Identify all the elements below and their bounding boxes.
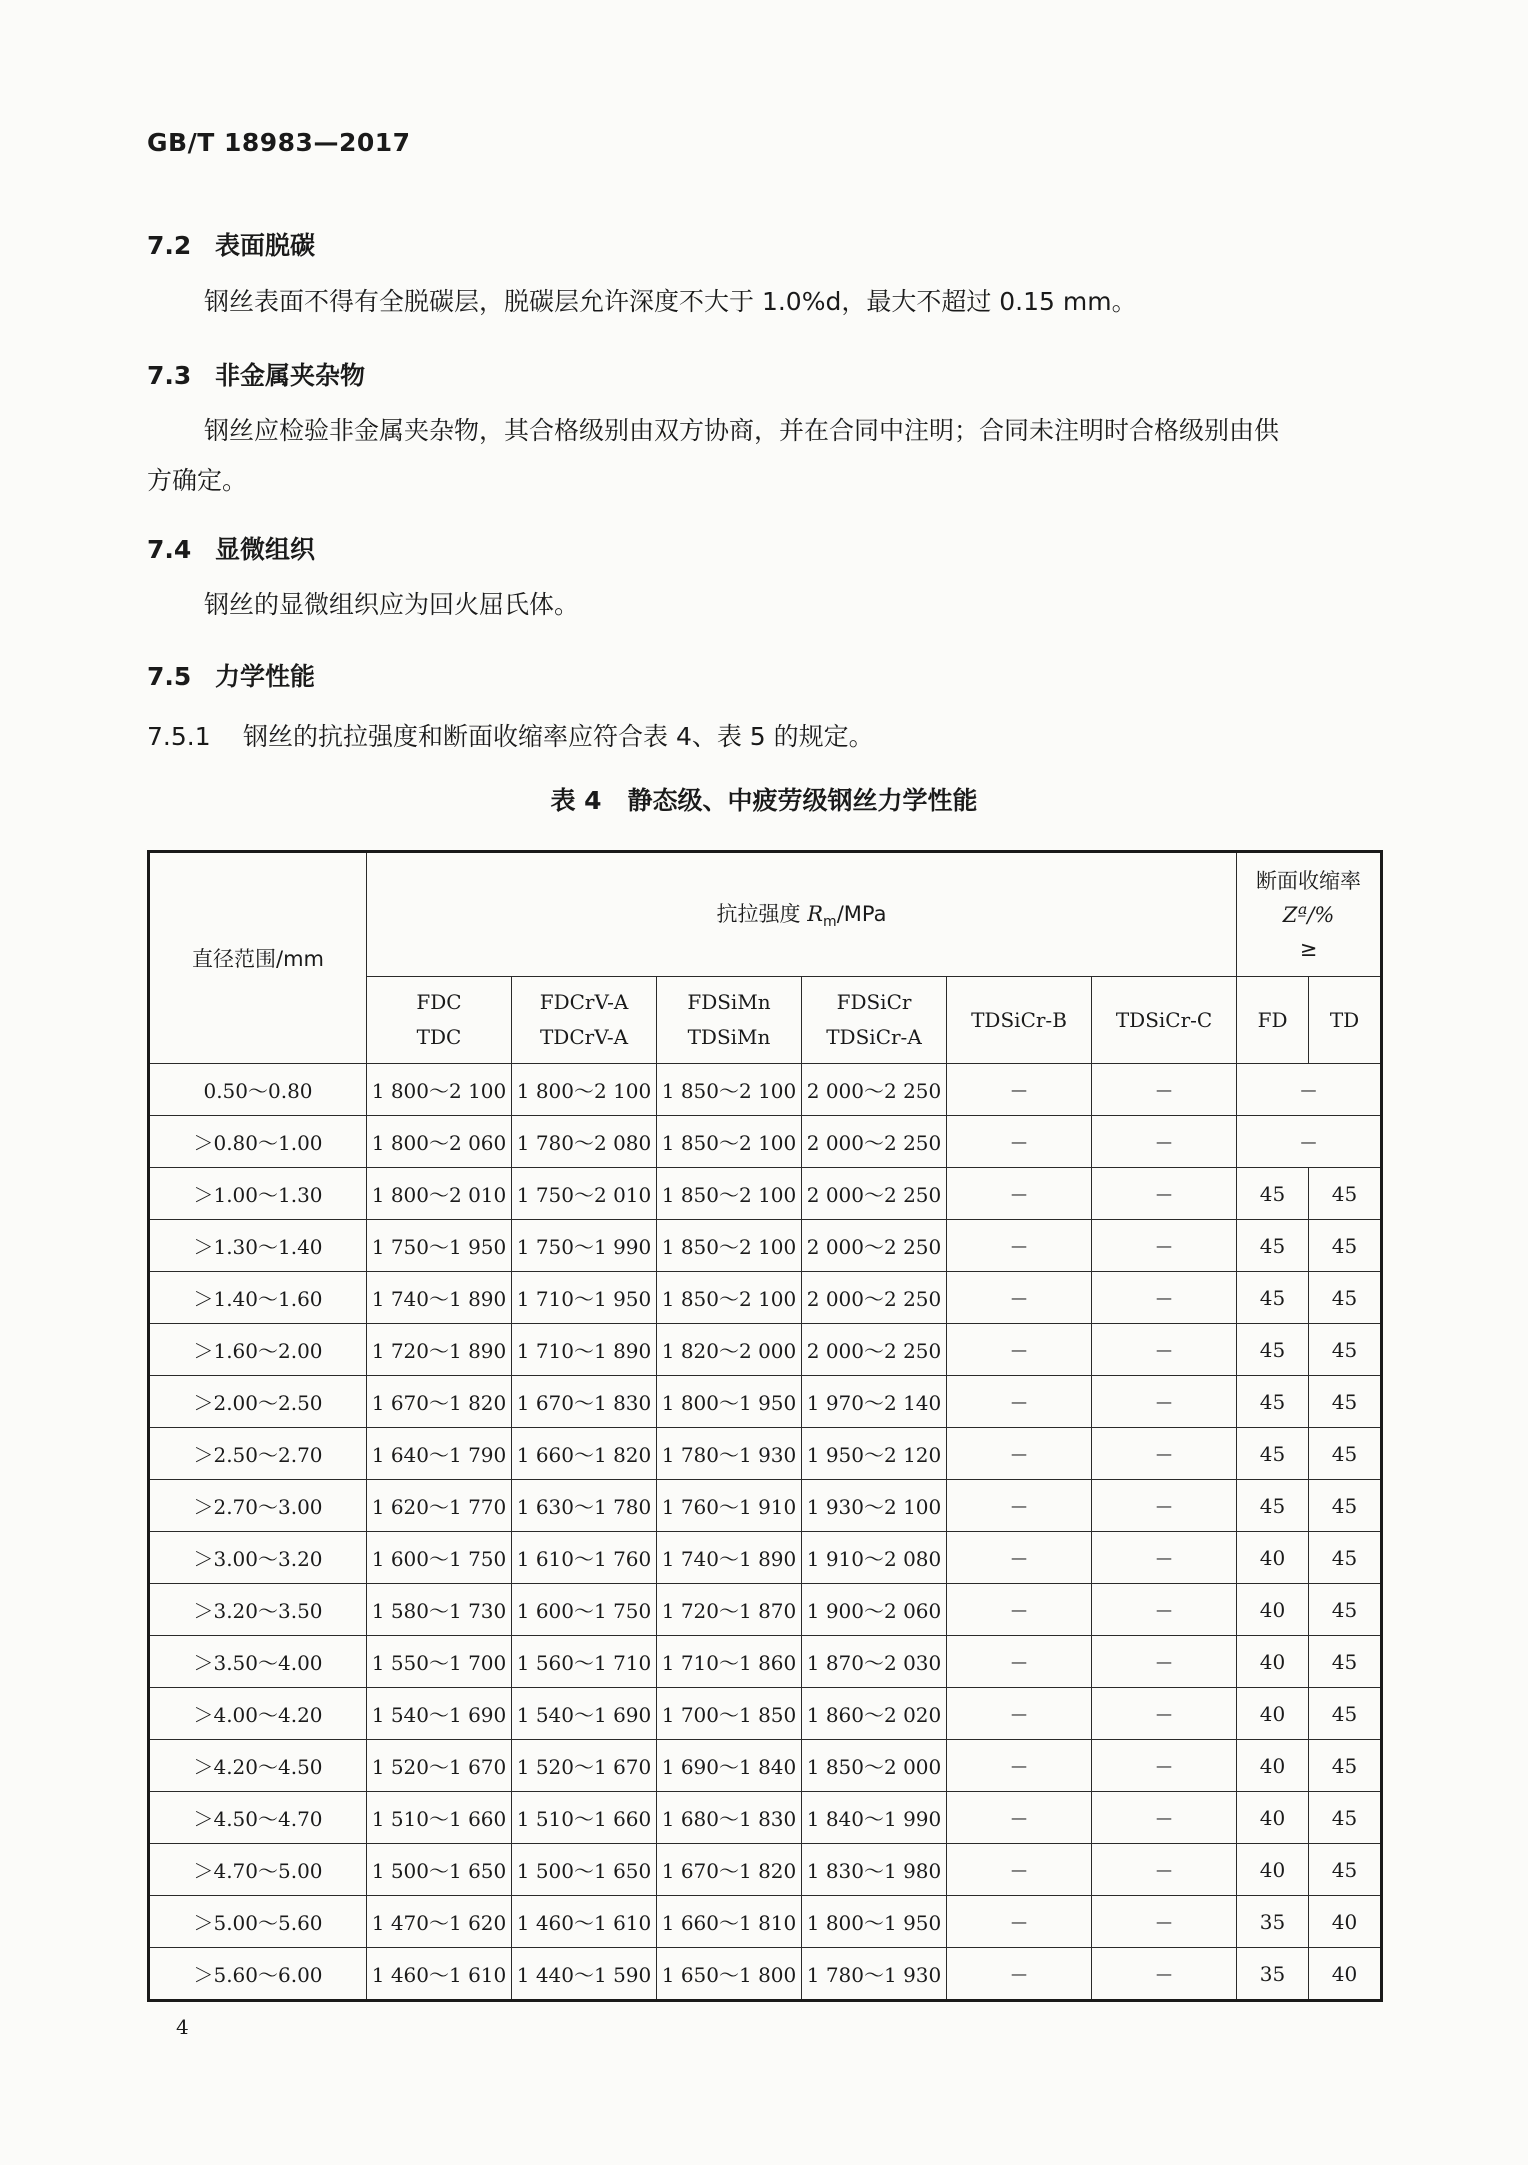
strength-cell: 1 800～2 100 bbox=[512, 1064, 657, 1116]
table-row bbox=[149, 1740, 1382, 1792]
reduction-line1: 断面收缩率 bbox=[1256, 868, 1362, 893]
strength-cell: 1 750～2 010 bbox=[512, 1168, 657, 1220]
reduction-td-cell: 45 bbox=[1309, 1740, 1382, 1792]
strength-cell: — bbox=[947, 1688, 1092, 1740]
strength-cell: 1 910～2 080 bbox=[802, 1532, 947, 1584]
table-row bbox=[149, 1324, 1382, 1376]
strength-cell: — bbox=[947, 1844, 1092, 1896]
table-row bbox=[149, 1272, 1382, 1324]
strength-cell: — bbox=[947, 1220, 1092, 1272]
grade-header bbox=[657, 977, 802, 1064]
strength-cell: — bbox=[1092, 1220, 1237, 1272]
diameter-cell: ＞4.20～4.50 bbox=[149, 1740, 367, 1792]
strength-cell: 1 780～2 080 bbox=[512, 1116, 657, 1168]
reduction-td-cell: 45 bbox=[1309, 1792, 1382, 1844]
grade-line2: TDC bbox=[416, 1025, 462, 1049]
reduction-td-cell: 40 bbox=[1309, 1896, 1382, 1948]
table-row bbox=[149, 1428, 1382, 1480]
reduction-td-cell: 45 bbox=[1309, 1532, 1382, 1584]
reduction-td-cell: 45 bbox=[1309, 1428, 1382, 1480]
table-row bbox=[149, 1220, 1382, 1272]
strength-cell: — bbox=[1092, 1168, 1237, 1220]
section-title: 表面脱碳 bbox=[215, 231, 316, 260]
reduction-td-cell: 45 bbox=[1309, 1168, 1382, 1220]
header-tensile-strength bbox=[367, 852, 1237, 977]
table-row bbox=[149, 1584, 1382, 1636]
strength-cell: 2 000～2 250 bbox=[802, 1272, 947, 1324]
strength-cell: 1 500～1 650 bbox=[367, 1844, 512, 1896]
table-row bbox=[149, 1116, 1382, 1168]
strength-cell: 1 580～1 730 bbox=[367, 1584, 512, 1636]
strength-cell: 1 780～1 930 bbox=[802, 1948, 947, 2001]
section-7-2-body: 钢丝表面不得有全脱碳层，脱碳层允许深度不大于 1.0%d，最大不超过 0.15 mm。 bbox=[204, 287, 1137, 316]
standard-number: GB/T 18983—2017 bbox=[147, 128, 411, 157]
strength-cell: 1 600～1 750 bbox=[512, 1584, 657, 1636]
table-row bbox=[149, 1896, 1382, 1948]
reduction-td-cell: 45 bbox=[1309, 1376, 1382, 1428]
reduction-td-cell: 45 bbox=[1309, 1844, 1382, 1896]
clause-number: 7.5.1 bbox=[147, 722, 211, 751]
strength-cell: 1 540～1 690 bbox=[512, 1688, 657, 1740]
table-row bbox=[149, 1168, 1382, 1220]
strength-cell: 1 720～1 890 bbox=[367, 1324, 512, 1376]
strength-cell: 1 850～2 000 bbox=[802, 1740, 947, 1792]
strength-cell: 2 000～2 250 bbox=[802, 1064, 947, 1116]
strength-cell: 1 820～2 000 bbox=[657, 1324, 802, 1376]
header-td: TD bbox=[1309, 977, 1382, 1064]
reduction-fd-cell: 40 bbox=[1237, 1532, 1309, 1584]
strength-cell: 1 660～1 810 bbox=[657, 1896, 802, 1948]
strength-cell: — bbox=[1092, 1584, 1237, 1636]
strength-cell: 1 760～1 910 bbox=[657, 1480, 802, 1532]
strength-cell: — bbox=[947, 1480, 1092, 1532]
strength-cell: — bbox=[1092, 1688, 1237, 1740]
diameter-cell: ＞5.60～6.00 bbox=[149, 1948, 367, 2001]
section-7-4-heading bbox=[147, 530, 315, 566]
strength-cell: 1 830～1 980 bbox=[802, 1844, 947, 1896]
diameter-cell: ＞4.00～4.20 bbox=[149, 1688, 367, 1740]
grade-line2: TDCrV-A bbox=[539, 1025, 629, 1049]
strength-cell: 1 710～1 950 bbox=[512, 1272, 657, 1324]
strength-cell: 1 950～2 120 bbox=[802, 1428, 947, 1480]
reduction-merged-cell: — bbox=[1237, 1116, 1382, 1168]
strength-cell: 1 520～1 670 bbox=[512, 1740, 657, 1792]
table-row bbox=[149, 1480, 1382, 1532]
clause-body: 钢丝的抗拉强度和断面收缩率应符合表 4、表 5 的规定。 bbox=[243, 722, 874, 751]
grade-header bbox=[512, 977, 657, 1064]
section-title: 显微组织 bbox=[215, 535, 316, 564]
strength-cell: 1 850～2 100 bbox=[657, 1272, 802, 1324]
strength-cell: 1 560～1 710 bbox=[512, 1636, 657, 1688]
strength-cell: 1 500～1 650 bbox=[512, 1844, 657, 1896]
strength-cell: 1 710～1 890 bbox=[512, 1324, 657, 1376]
grade-line2: TDSiCr-A bbox=[826, 1025, 922, 1049]
diameter-cell: ＞3.50～4.00 bbox=[149, 1636, 367, 1688]
grade-header bbox=[367, 977, 512, 1064]
diameter-cell: ＞1.40～1.60 bbox=[149, 1272, 367, 1324]
reduction-td-cell: 45 bbox=[1309, 1272, 1382, 1324]
grade-line2: TDSiMn bbox=[687, 1025, 771, 1049]
strength-cell: 1 750～1 990 bbox=[512, 1220, 657, 1272]
reduction-fd-cell: 35 bbox=[1237, 1948, 1309, 2001]
strength-cell: 2 000～2 250 bbox=[802, 1324, 947, 1376]
section-number: 7.4 bbox=[147, 535, 192, 564]
strength-cell: — bbox=[947, 1896, 1092, 1948]
diameter-cell: ＞2.50～2.70 bbox=[149, 1428, 367, 1480]
strength-cell: 1 710～1 860 bbox=[657, 1636, 802, 1688]
strength-cell: 1 670～1 820 bbox=[367, 1376, 512, 1428]
strength-cell: — bbox=[1092, 1116, 1237, 1168]
grade-header: TDSiCr-B bbox=[947, 977, 1092, 1064]
strength-cell: — bbox=[947, 1792, 1092, 1844]
strength-cell: 1 720～1 870 bbox=[657, 1584, 802, 1636]
reduction-line3: ≥ bbox=[1299, 936, 1318, 961]
section-7-4-body: 钢丝的显微组织应为回火屈氏体。 bbox=[204, 590, 580, 619]
header-fd: FD bbox=[1237, 977, 1309, 1064]
strength-cell: — bbox=[1092, 1740, 1237, 1792]
strength-cell: 2 000～2 250 bbox=[802, 1116, 947, 1168]
strength-cell: — bbox=[1092, 1844, 1237, 1896]
strength-cell: — bbox=[947, 1584, 1092, 1636]
section-7-3-body-line1: 钢丝应检验非金属夹杂物，其合格级别由双方协商，并在合同中注明；合同未注明时合格级别由供 bbox=[204, 416, 1280, 445]
diameter-cell: ＞5.00～5.60 bbox=[149, 1896, 367, 1948]
strength-cell: — bbox=[1092, 1948, 1237, 2001]
table-row bbox=[149, 1792, 1382, 1844]
grade-line1: FDSiCr bbox=[836, 990, 912, 1014]
strength-cell: — bbox=[947, 1428, 1092, 1480]
table-row bbox=[149, 1064, 1382, 1116]
strength-cell: 1 870～2 030 bbox=[802, 1636, 947, 1688]
section-title: 力学性能 bbox=[215, 662, 316, 691]
diameter-cell: ＞1.00～1.30 bbox=[149, 1168, 367, 1220]
strength-cell: — bbox=[1092, 1376, 1237, 1428]
grade-header: TDSiCr-C bbox=[1092, 977, 1237, 1064]
strength-cell: 1 850～2 100 bbox=[657, 1220, 802, 1272]
strength-cell: — bbox=[947, 1532, 1092, 1584]
section-7-3-body-line2: 方确定。 bbox=[147, 466, 248, 495]
reduction-td-cell: 45 bbox=[1309, 1324, 1382, 1376]
strength-cell: 1 660～1 820 bbox=[512, 1428, 657, 1480]
strength-cell: 1 510～1 660 bbox=[512, 1792, 657, 1844]
reduction-td-cell: 45 bbox=[1309, 1480, 1382, 1532]
reduction-fd-cell: 40 bbox=[1237, 1688, 1309, 1740]
strength-cell: 1 860～2 020 bbox=[802, 1688, 947, 1740]
strength-cell: — bbox=[947, 1376, 1092, 1428]
strength-cell: 1 800～2 010 bbox=[367, 1168, 512, 1220]
reduction-fd-cell: 45 bbox=[1237, 1480, 1309, 1532]
strength-cell: 1 800～2 100 bbox=[367, 1064, 512, 1116]
section-7-3-heading bbox=[147, 356, 365, 392]
strength-cell: 1 640～1 790 bbox=[367, 1428, 512, 1480]
reduction-fd-cell: 40 bbox=[1237, 1740, 1309, 1792]
strength-cell: 1 540～1 690 bbox=[367, 1688, 512, 1740]
diameter-cell: ＞3.20～3.50 bbox=[149, 1584, 367, 1636]
strength-cell: 1 700～1 850 bbox=[657, 1688, 802, 1740]
reduction-fd-cell: 40 bbox=[1237, 1584, 1309, 1636]
reduction-fd-cell: 45 bbox=[1237, 1428, 1309, 1480]
reduction-fd-cell: 40 bbox=[1237, 1844, 1309, 1896]
strength-cell: 1 670～1 830 bbox=[512, 1376, 657, 1428]
table-caption bbox=[0, 781, 1528, 817]
strength-cell: 1 800～1 950 bbox=[657, 1376, 802, 1428]
grade-header bbox=[802, 977, 947, 1064]
strength-cell: 1 680～1 830 bbox=[657, 1792, 802, 1844]
mechanical-properties-table bbox=[147, 850, 1383, 2002]
strength-cell: — bbox=[947, 1740, 1092, 1792]
strength-cell: — bbox=[1092, 1324, 1237, 1376]
strength-cell: — bbox=[947, 1948, 1092, 2001]
strength-cell: 1 600～1 750 bbox=[367, 1532, 512, 1584]
diameter-cell: ＞4.70～5.00 bbox=[149, 1844, 367, 1896]
header-diameter: 直径范围/mm bbox=[149, 852, 367, 1064]
strength-cell: — bbox=[947, 1324, 1092, 1376]
table-number: 表 4 bbox=[550, 786, 602, 815]
strength-cell: 1 850～2 100 bbox=[657, 1168, 802, 1220]
strength-cell: 1 520～1 670 bbox=[367, 1740, 512, 1792]
strength-cell: 1 510～1 660 bbox=[367, 1792, 512, 1844]
tensile-label: 抗拉强度 $R_m$/MPa bbox=[716, 902, 887, 931]
strength-cell: — bbox=[947, 1272, 1092, 1324]
diameter-cell: ＞1.30～1.40 bbox=[149, 1220, 367, 1272]
section-number: 7.2 bbox=[147, 231, 192, 260]
strength-cell: 1 740～1 890 bbox=[367, 1272, 512, 1324]
table-row bbox=[149, 1688, 1382, 1740]
strength-cell: 1 850～2 100 bbox=[657, 1116, 802, 1168]
strength-cell: 1 650～1 800 bbox=[657, 1948, 802, 2001]
section-number: 7.3 bbox=[147, 361, 192, 390]
strength-cell: — bbox=[1092, 1272, 1237, 1324]
reduction-td-cell: 45 bbox=[1309, 1688, 1382, 1740]
table-row bbox=[149, 1636, 1382, 1688]
strength-cell: 1 930～2 100 bbox=[802, 1480, 947, 1532]
diameter-cell: ＞1.60～2.00 bbox=[149, 1324, 367, 1376]
strength-cell: 1 620～1 770 bbox=[367, 1480, 512, 1532]
reduction-fd-cell: 45 bbox=[1237, 1272, 1309, 1324]
strength-cell: — bbox=[947, 1636, 1092, 1688]
section-7-5-1 bbox=[147, 710, 874, 764]
reduction-td-cell: 40 bbox=[1309, 1948, 1382, 2001]
strength-cell: 2 000～2 250 bbox=[802, 1168, 947, 1220]
strength-cell: 1 800～2 060 bbox=[367, 1116, 512, 1168]
strength-cell: — bbox=[1092, 1896, 1237, 1948]
strength-cell: 1 750～1 950 bbox=[367, 1220, 512, 1272]
strength-cell: — bbox=[1092, 1064, 1237, 1116]
reduction-fd-cell: 45 bbox=[1237, 1376, 1309, 1428]
strength-cell: 1 460～1 610 bbox=[367, 1948, 512, 2001]
reduction-line2: Zª/% bbox=[1282, 902, 1335, 927]
table-row bbox=[149, 1376, 1382, 1428]
strength-cell: 1 840～1 990 bbox=[802, 1792, 947, 1844]
reduction-td-cell: 45 bbox=[1309, 1584, 1382, 1636]
table-body bbox=[149, 1064, 1382, 2001]
reduction-fd-cell: 35 bbox=[1237, 1896, 1309, 1948]
reduction-fd-cell: 45 bbox=[1237, 1168, 1309, 1220]
reduction-merged-cell: — bbox=[1237, 1064, 1382, 1116]
reduction-td-cell: 45 bbox=[1309, 1220, 1382, 1272]
reduction-fd-cell: 45 bbox=[1237, 1324, 1309, 1376]
strength-cell: 1 690～1 840 bbox=[657, 1740, 802, 1792]
diameter-cell: ＞2.70～3.00 bbox=[149, 1480, 367, 1532]
page-number: 4 bbox=[176, 2015, 189, 2039]
strength-cell: 1 460～1 610 bbox=[512, 1896, 657, 1948]
section-number: 7.5 bbox=[147, 662, 192, 691]
grade-line1: FDSiMn bbox=[687, 990, 771, 1014]
strength-cell: 1 740～1 890 bbox=[657, 1532, 802, 1584]
section-7-2-heading bbox=[147, 226, 315, 262]
strength-cell: 1 900～2 060 bbox=[802, 1584, 947, 1636]
strength-cell: 1 470～1 620 bbox=[367, 1896, 512, 1948]
strength-cell: — bbox=[1092, 1636, 1237, 1688]
section-7-5-heading bbox=[147, 657, 315, 693]
strength-cell: — bbox=[947, 1168, 1092, 1220]
grade-line1: FDCrV-A bbox=[539, 990, 629, 1014]
strength-cell: 1 850～2 100 bbox=[657, 1064, 802, 1116]
reduction-fd-cell: 40 bbox=[1237, 1636, 1309, 1688]
strength-cell: — bbox=[1092, 1480, 1237, 1532]
table-row bbox=[149, 1948, 1382, 2001]
table-row bbox=[149, 1844, 1382, 1896]
strength-cell: 1 630～1 780 bbox=[512, 1480, 657, 1532]
strength-cell: 2 000～2 250 bbox=[802, 1220, 947, 1272]
strength-cell: 1 670～1 820 bbox=[657, 1844, 802, 1896]
strength-cell: — bbox=[1092, 1428, 1237, 1480]
diameter-cell: ＞0.80～1.00 bbox=[149, 1116, 367, 1168]
reduction-fd-cell: 45 bbox=[1237, 1220, 1309, 1272]
strength-cell: 1 610～1 760 bbox=[512, 1532, 657, 1584]
strength-cell: — bbox=[947, 1116, 1092, 1168]
strength-cell: 1 800～1 950 bbox=[802, 1896, 947, 1948]
reduction-fd-cell: 40 bbox=[1237, 1792, 1309, 1844]
strength-cell: — bbox=[1092, 1532, 1237, 1584]
grade-line1: FDC bbox=[416, 990, 462, 1014]
section-title: 非金属夹杂物 bbox=[215, 361, 366, 390]
strength-cell: — bbox=[1092, 1792, 1237, 1844]
strength-cell: 1 780～1 930 bbox=[657, 1428, 802, 1480]
diameter-cell: ＞2.00～2.50 bbox=[149, 1376, 367, 1428]
table-title: 静态级、中疲劳级钢丝力学性能 bbox=[627, 786, 978, 815]
strength-cell: 1 440～1 590 bbox=[512, 1948, 657, 2001]
strength-cell: — bbox=[947, 1064, 1092, 1116]
strength-cell: 1 550～1 700 bbox=[367, 1636, 512, 1688]
diameter-cell: ＞3.00～3.20 bbox=[149, 1532, 367, 1584]
strength-cell: 1 970～2 140 bbox=[802, 1376, 947, 1428]
header-reduction-of-area bbox=[1237, 852, 1382, 977]
diameter-cell: ＞4.50～4.70 bbox=[149, 1792, 367, 1844]
table-row bbox=[149, 1532, 1382, 1584]
diameter-cell: 0.50～0.80 bbox=[149, 1064, 367, 1116]
reduction-td-cell: 45 bbox=[1309, 1636, 1382, 1688]
